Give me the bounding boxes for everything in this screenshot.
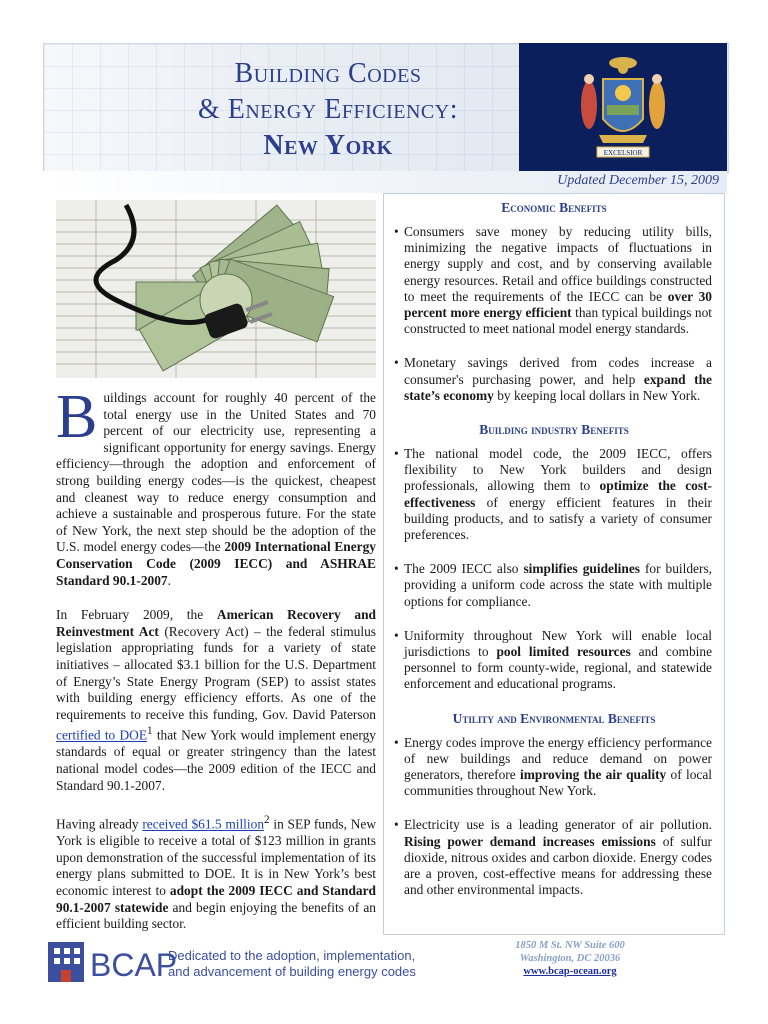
- bcap-logo: [44, 936, 416, 988]
- updated-bar: [43, 171, 727, 193]
- bullet-text: The 2009 IECC also: [404, 561, 524, 577]
- bullet-text: Energy codes improve the energy efficiency performance of new buildings and reduce demand on power generators, therefore: [404, 734, 712, 783]
- svg-text:Dedicated to the adoption, imp: Dedicated to the adoption, implementation,: [168, 948, 416, 963]
- intro-bold-text: 2009 International Energy Conservation Code (2009 IECC) and ASHRAE Standard 90.1-2007: [56, 539, 376, 588]
- money-and-plug-illustration: [56, 200, 376, 378]
- money-plug-photo: [56, 200, 376, 378]
- adopt-bold-text: adopt the 2009 IECC and Standard 90.1-2007 statewide: [56, 882, 376, 915]
- bullet-bold: over 30 percent more energy efficient: [404, 288, 712, 321]
- environment-bullet-1: [384, 735, 724, 800]
- bullet-text-end: by keeping local dollars in New York.: [493, 387, 701, 403]
- bullet-text-end: than typical buildings not constructed to meet national model energy standards.: [404, 305, 713, 337]
- footnote-2: 2: [264, 814, 270, 827]
- recovery-text-3: that New York would implement energy standards of equal or greater stringency than the latest national model codes—the 2009 edition of the IECC and Standard 90.1-2007.: [56, 727, 376, 793]
- bullet-bold: improving the air quality: [520, 767, 667, 783]
- bullet-icon: •: [394, 561, 399, 577]
- bullet-icon: •: [394, 734, 399, 750]
- funds-text: Having already: [56, 816, 143, 832]
- new-york-state-flag: [519, 43, 727, 171]
- bullet-text: Uniformity throughout New York will enable local jurisdictions to: [404, 627, 712, 660]
- benefits-panel: [383, 193, 725, 935]
- state-seal-icon: [519, 43, 727, 171]
- svg-text:BCAP: BCAP: [90, 947, 178, 983]
- bullet-icon: •: [394, 446, 399, 462]
- intro-column: [56, 383, 377, 951]
- funds-text-3: and begin enjoying the benefits of an efficient building sector.: [56, 899, 376, 932]
- updated-date: Updated December 15, 2009: [557, 173, 719, 188]
- title-line-2: & Energy Efficiency:: [197, 94, 458, 125]
- intro-paragraph-3: [56, 812, 376, 933]
- environment-bullet-2: [384, 817, 724, 898]
- address-line-1: 1850 M St. NW Suite 600: [515, 940, 625, 951]
- bullet-text-end: and combine personnel to form county-wide, regional, and statewide enforcement and educational programs.: [404, 644, 713, 692]
- economic-bullet-2: [384, 355, 724, 404]
- title-line-3: New York: [263, 130, 393, 161]
- bullet-bold: pool limited resources: [496, 644, 631, 660]
- bullet-icon: •: [394, 817, 399, 833]
- bullet-text-end: for builders, providing a uniform code across the state with multiple options for compliance.: [404, 561, 713, 609]
- bullet-text-end: of energy efficient features in their building products, and to satisfy a variety of consumer preferences.: [404, 494, 712, 543]
- intro-paragraph-2: [56, 607, 376, 794]
- bullet-text: Monetary savings derived from codes increase a consumer's purchasing power, and help: [404, 355, 712, 387]
- received-funds-link[interactable]: received $61.5 million: [142, 816, 265, 832]
- recovery-text-2: (Recovery Act) – the federal stimulus legislation appropriating funds for a variety of state initiatives – allocated $3.1 billion for the U.S. Department of Energy’s State Energy Program (SEP) to assist states with building energy efficiency efforts. As one of the requirements to receive this funding, Gov. David Paterson: [56, 623, 377, 722]
- bullet-text: The national model code, the 2009 IECC, offers flexibility to New York builders and design professionals, allowing them to: [404, 446, 712, 494]
- industry-bullet-2: [384, 561, 724, 610]
- bullet-text: Consumers save money by reducing utility bills, minimizing the negative impacts of fluctuations in energy supply and cost, and by conserving available energy resources. Retail and office buildings constructed to meet the requirements of the IECC can be: [404, 224, 712, 304]
- bullet-text: Electricity use is a leading generator of air pollution.: [404, 817, 712, 833]
- page-title: [128, 56, 528, 164]
- bullet-icon: •: [394, 627, 399, 643]
- bullet-bold: Rising power demand increases emissions: [404, 833, 656, 849]
- svg-text:EXCELSIOR: EXCELSIOR: [603, 149, 643, 157]
- contact-address: [480, 939, 660, 978]
- industry-benefits-heading: Building industry Benefits: [479, 422, 629, 438]
- drop-cap: B: [56, 383, 98, 451]
- svg-text:and advancement of building en: and advancement of building energy codes: [168, 964, 416, 979]
- bullet-text-end: of local communities throughout New York.: [404, 767, 712, 799]
- bullet-bold: simplifies guidelines: [523, 561, 641, 577]
- industry-bullet-1: [384, 446, 724, 543]
- building-icon: [48, 942, 84, 982]
- address-line-2: Washington, DC 20036: [519, 953, 621, 964]
- bullet-icon: •: [394, 224, 399, 239]
- bullet-bold: expand the state’s economy: [404, 371, 712, 403]
- website-link[interactable]: www.bcap-ocean.org: [523, 966, 617, 977]
- bullet-bold: optimize the cost-effectiveness: [404, 478, 712, 510]
- funds-text-2: in SEP funds, New York is eligible to receive a total of $123 million in grants upon demonstration of the successful implementation of its energy plans submitted to DOE. It is in New York’s best economic interest to: [56, 816, 376, 898]
- economic-benefits-heading: Economic Benefits: [501, 200, 607, 215]
- certified-to-doe-link[interactable]: certified to DOE: [56, 727, 148, 743]
- environment-benefits-heading: Utility and Environmental Benefits: [452, 710, 656, 726]
- bcap-logo-graphic: [44, 936, 416, 988]
- recovery-act-bold: American Recovery and Reinvestment Act: [56, 607, 376, 639]
- intro-paragraph-1: [56, 383, 376, 589]
- footnote-1: 1: [147, 725, 153, 738]
- title-line-1: Building Codes: [234, 58, 422, 89]
- bullet-icon: •: [394, 355, 399, 371]
- intro-text: uildings account for roughly 40 percent of the total energy use in the United States and 70 percent of our electricity use, representing a significant opportunity for energy savings. Energy efficiency—through the adoption and enforcement of strong building energy codes—is the quickest, cheapest and cleanest way to reduce energy consumption and achieve a sustainable and prosperous future. For the state of New York, the next step should be the adoption of the U.S. model energy codes—the: [56, 390, 376, 555]
- recovery-text: In February 2009, the: [56, 607, 217, 623]
- industry-bullet-3: [384, 628, 724, 693]
- intro-text-end: .: [167, 572, 171, 588]
- bullet-text-end: of sulfur dioxide, nitrous oxides and carbon dioxide. Energy codes are a proven, cost-effective means for addressing these and other environmental impacts.: [404, 833, 712, 898]
- economic-bullet-1: [384, 224, 724, 337]
